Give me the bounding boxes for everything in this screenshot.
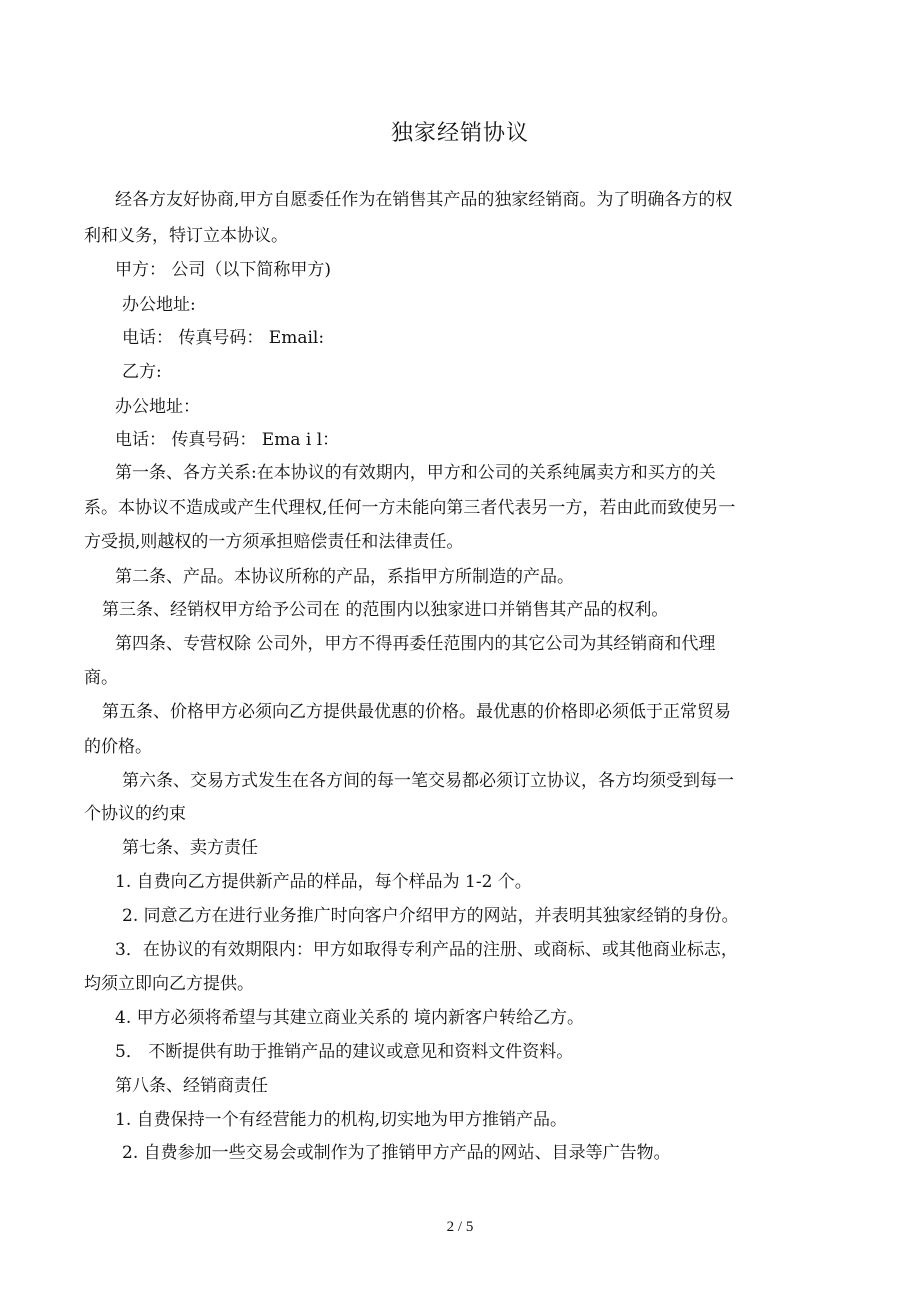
article-1-line: 第一条、各方关系:在本协议的有效期内，甲方和公司的关系纯属卖方和买方的关 <box>115 463 716 483</box>
article-5-line: 第五条、价格甲方必须向乙方提供最优惠的价格。最优惠的价格即必须低于正常贸易 <box>102 702 731 722</box>
article-7-item: 4. 甲方必须将希望与其建立商业关系的 境内新客户转给乙方。 <box>115 1008 585 1028</box>
article-6-line: 个协议的约束 <box>84 804 186 824</box>
article-3-line: 第三条、经销权甲方给予公司在 的范围内以独家进口并销售其产品的权利。 <box>102 600 669 620</box>
article-7-item: 5． 不断提供有助于推销产品的建议或意见和资料文件资料。 <box>115 1042 574 1062</box>
article-7-item: 1. 自费向乙方提供新产品的样品，每个样品为 1-2 个。 <box>115 872 532 892</box>
article-1-line: 系。本协议不造成或产生代理权,任何一方未能向第三者代表另一方，若由此而致使另一 <box>84 498 736 518</box>
article-8-item: 2. 自费参加一些交易会或制作为了推销甲方产品的网站、目录等广告物。 <box>122 1143 671 1163</box>
party-a-contact: 电话： 传真号码： Email: <box>122 328 325 348</box>
article-7-item: 2. 同意乙方在进行业务推广时向客户介绍甲方的网站，并表明其独家经销的身份。 <box>122 906 739 926</box>
paragraph-line: 经各方友好协商,甲方自愿委任作为在销售其产品的独家经销商。为了明确各方的权 <box>115 190 733 210</box>
article-6-line: 第六条、交易方式发生在各方间的每一笔交易都必须订立协议，各方均须受到每一 <box>122 771 734 791</box>
article-2-line: 第二条、产品。本协议所称的产品，系指甲方所制造的产品。 <box>115 567 574 587</box>
article-1-line: 方受损,则越权的一方须承担赔偿责任和法律责任。 <box>84 532 464 552</box>
document-title: 独家经销协议 <box>390 121 529 146</box>
article-8-heading: 第八条、经销商责任 <box>115 1076 268 1096</box>
article-7-item: 3．在协议的有效期限内：甲方如取得专利产品的注册、或商标、或其他商业标志， <box>115 940 738 960</box>
article-5-line: 的价格。 <box>84 737 152 757</box>
article-4-line: 第四条、专营权除 公司外，甲方不得再委任范围内的其它公司为其经销商和代理 <box>115 634 716 654</box>
article-7-item: 均须立即向乙方提供。 <box>84 974 254 994</box>
article-8-item: 1. 自费保持一个有经营能力的机构,切实地为甲方推销产品。 <box>115 1110 568 1130</box>
article-7-heading: 第七条、卖方责任 <box>122 838 258 858</box>
paragraph-line: 利和义务，特订立本协议。 <box>84 226 288 246</box>
party-a-address: 办公地址: <box>122 295 196 315</box>
party-b-contact: 电话： 传真号码： Ema i l： <box>115 430 340 450</box>
article-4-line: 商。 <box>84 668 118 688</box>
party-b-address: 办公地址： <box>115 397 200 417</box>
party-a-line: 甲方： 公司（以下简称甲方) <box>115 260 332 280</box>
page-number: 2 / 5 <box>446 1219 474 1235</box>
party-b-line: 乙方: <box>122 362 162 382</box>
